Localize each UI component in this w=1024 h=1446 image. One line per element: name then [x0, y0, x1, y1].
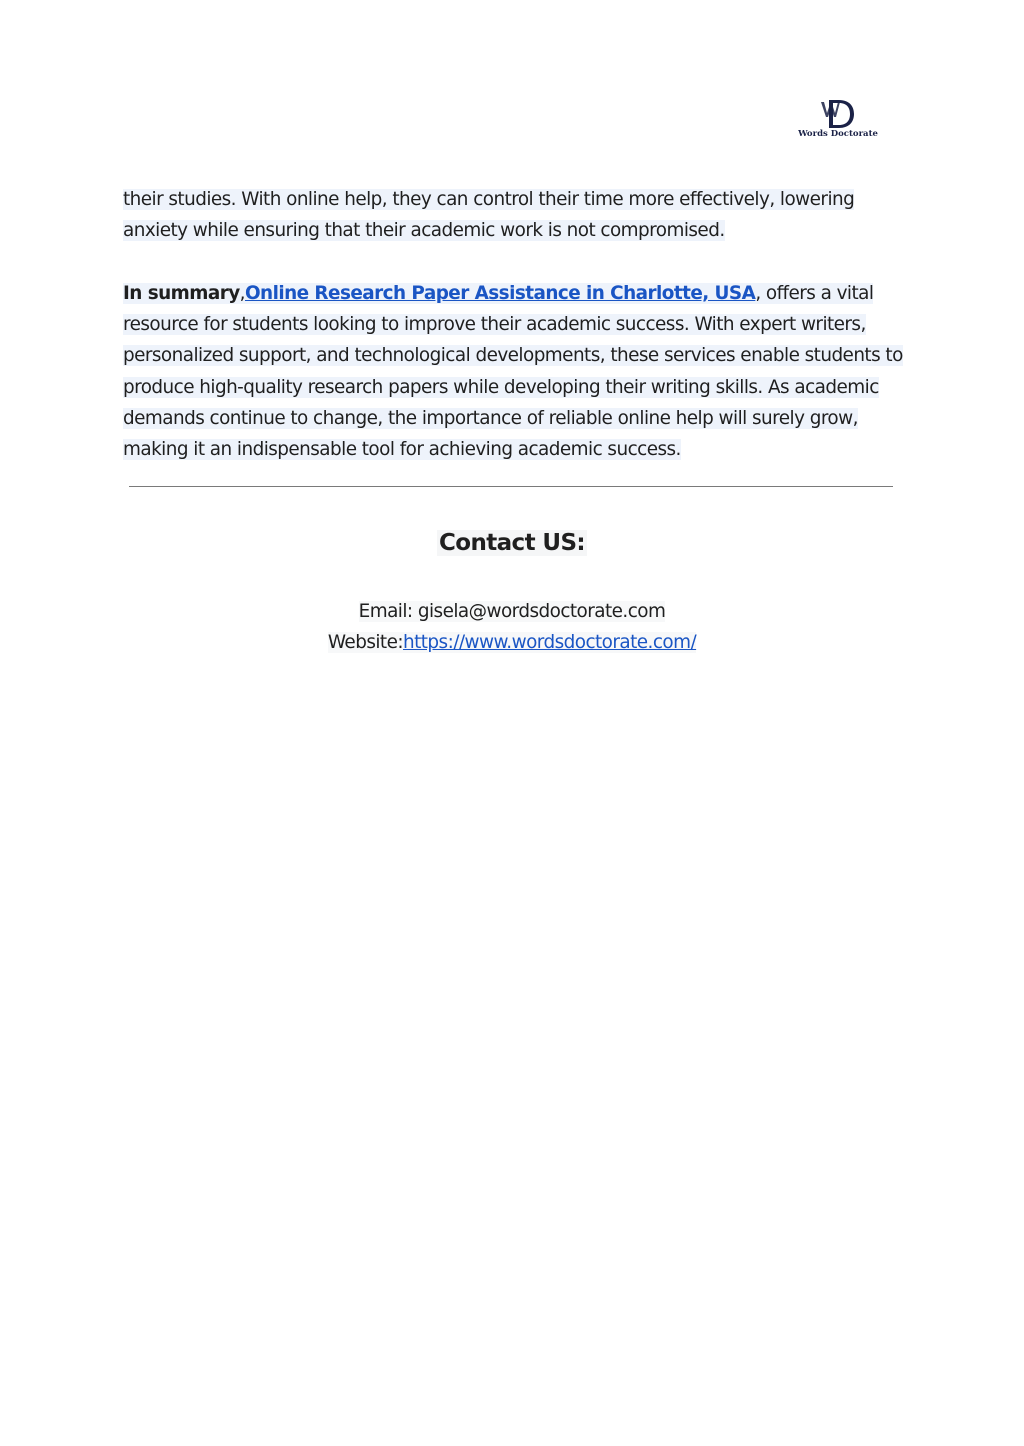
horizontal-divider [129, 486, 893, 487]
paragraph-gap [123, 247, 913, 278]
words-doctorate-logo [796, 98, 880, 142]
email-label: Email: [358, 601, 418, 622]
summary-rest: , offers a vital resource for students looking to improve their academic success. With expert writers, personalized support, and technological developments, these services enable students to produce high-quality research papers while developing their writing skills. As academic demands continue to change, the importance of reliable online help will surely grow, making it an indispensable tool for achieving academic success. [123, 282, 903, 461]
website-link[interactable]: https://www.wordsdoctorate.com/ [402, 632, 697, 653]
logo-mark-icon [796, 98, 880, 130]
summary-comma: , [239, 282, 245, 304]
contact-heading-text: Contact US: [438, 530, 586, 556]
email-value: gisela@wordsdoctorate.com [417, 601, 666, 622]
research-paper-assistance-link[interactable]: Online Research Paper Assistance in Charlotte, USA [244, 282, 756, 304]
contact-heading [0, 530, 1024, 556]
contact-website-line [0, 632, 1024, 653]
logo-caption: Words Doctorate [798, 129, 878, 139]
summary-lead: In summary [123, 282, 240, 304]
paragraph-studies-text: their studies. With online help, they can control their time more effectively, lowering anxiety while ensuring that their academic work is not compromised. [123, 189, 855, 242]
contact-email-line [0, 601, 1024, 622]
website-label: Website: [327, 632, 403, 653]
paragraph-studies [123, 184, 913, 247]
document-body [123, 184, 913, 466]
paragraph-summary [123, 278, 913, 466]
